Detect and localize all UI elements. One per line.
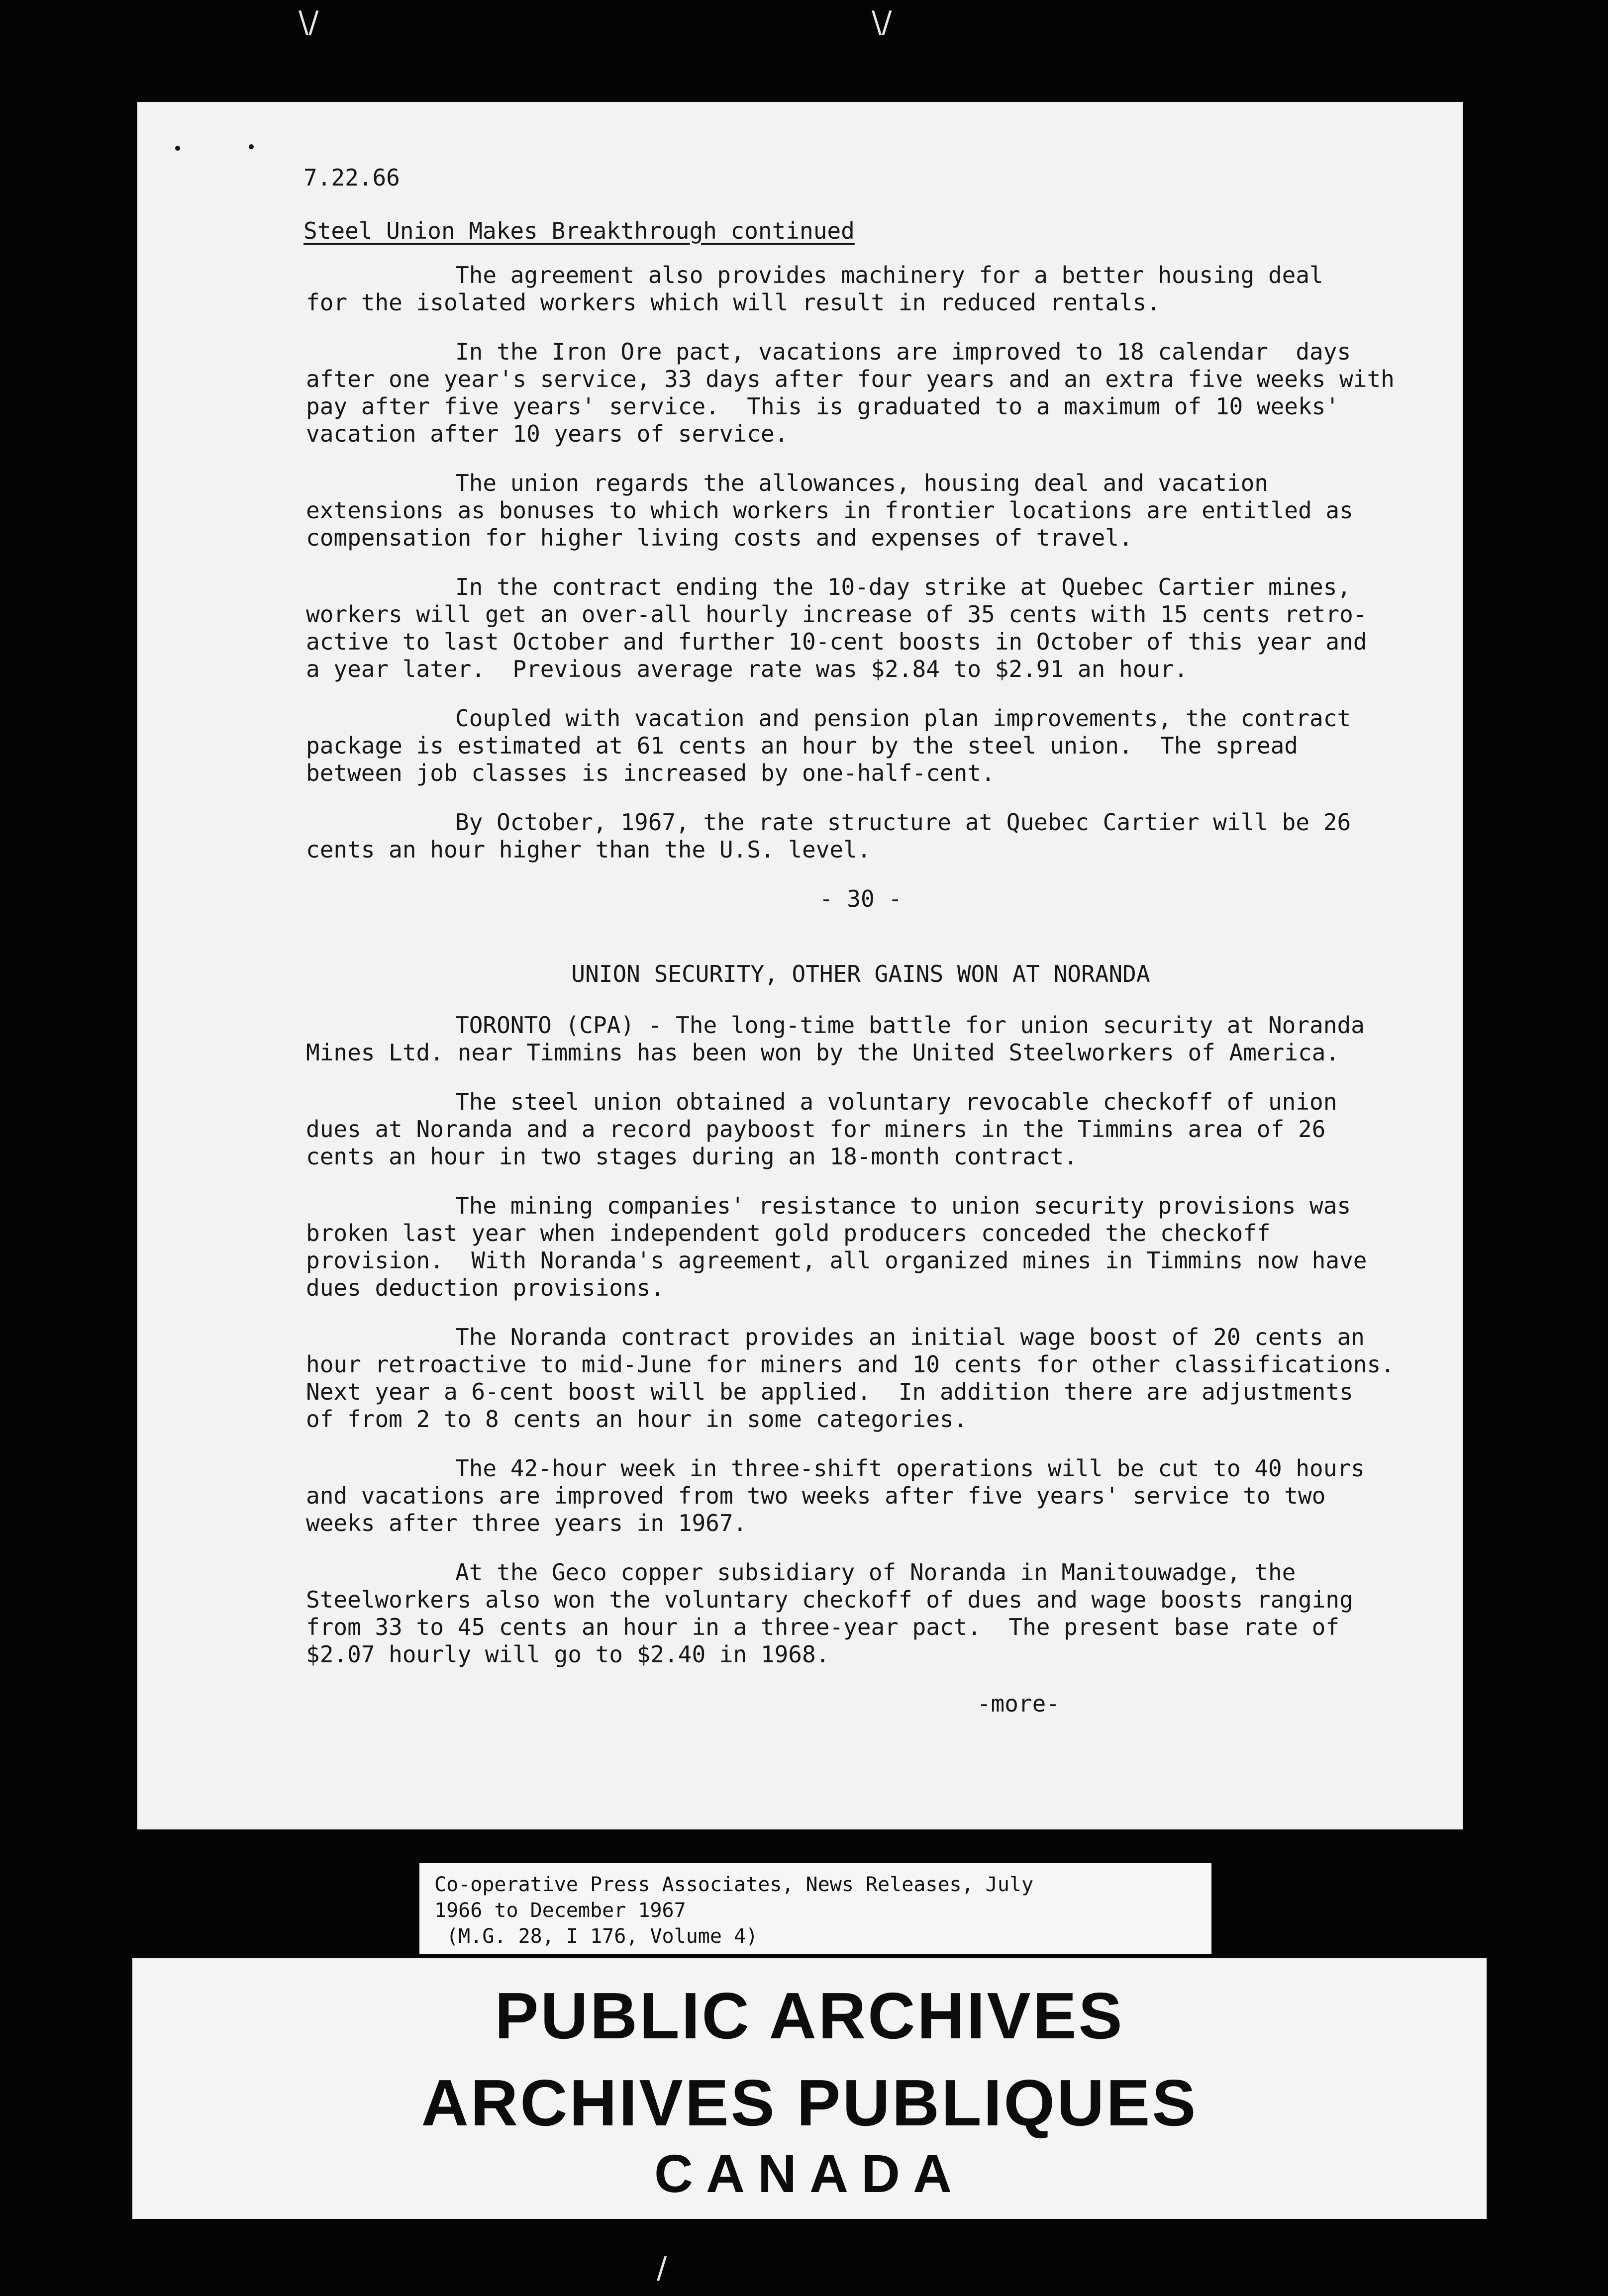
document-date: 7.22.66 [303, 164, 400, 191]
paragraph-line: By October, 1967, the rate structure at Quebec Cartier will be 26 [455, 809, 1351, 836]
paragraph-line: from 33 to 45 cents an hour in a three-year pact. The present base rate of [306, 1614, 1340, 1640]
punch-dot [249, 144, 254, 149]
caption-line: Co-operative Press Associates, News Releases, July [434, 1873, 1034, 1896]
article-body-2 [169, 1012, 1395, 1668]
archives-line-1: PUBLIC ARCHIVES [495, 1979, 1124, 2052]
paragraph [306, 262, 1353, 316]
paragraph-line: $2.07 hourly will go to $2.40 in 1968. [306, 1641, 830, 1668]
paragraph-line: Next year a 6-cent boost will be applied. In addition there are adjustments [306, 1378, 1353, 1405]
paragraph-line: between job classes is increased by one-half-cent. [306, 760, 995, 786]
paragraph [306, 705, 1353, 787]
punch-dot [175, 146, 180, 151]
paragraph-line: Coupled with vacation and pension plan improvements, the contract [455, 705, 1351, 732]
paragraph [306, 1455, 1365, 1537]
paragraph-line: compensation for higher living costs and expenses of travel. [306, 524, 1133, 551]
article-body [169, 262, 1395, 863]
article-heading: Steel Union Makes Breakthrough continued [303, 217, 855, 244]
paragraph-line: for the isolated workers which will result in reduced rentals. [306, 289, 1161, 316]
caption-line: (M.G. 28, I 176, Volume 4) [434, 1925, 758, 1948]
film-mark-left: \/ [299, 5, 319, 40]
article-headline: UNION SECURITY, OTHER GAINS WON AT NORANDA [571, 960, 1150, 987]
paragraph [306, 809, 1353, 863]
paragraph-line: active to last October and further 10-cent boosts in October of this year and [306, 628, 1367, 655]
caption-line: 1966 to December 1967 [434, 1899, 686, 1922]
paragraph-line: dues at Noranda and a record payboost for miners in the Timmins area of 26 [306, 1116, 1326, 1143]
paragraph [306, 1012, 1365, 1066]
paragraph-line: Steelworkers also won the voluntary checkoff of dues and wage boosts ranging [306, 1586, 1353, 1613]
paragraph-line: of from 2 to 8 cents an hour in some categories. [306, 1406, 968, 1433]
paragraph-line: At the Geco copper subsidiary of Noranda in Manitouwadge, the [455, 1559, 1296, 1586]
more-marker: -more- [977, 1690, 1060, 1717]
paragraph-line: The steel union obtained a voluntary revocable checkoff of union [455, 1088, 1337, 1115]
paragraph-line: dues deduction provisions. [306, 1274, 665, 1301]
paragraph-line: hour retroactive to mid-June for miners and 10 cents for other classifications. [306, 1351, 1395, 1378]
paragraph-line: cents an hour higher than the U.S. level. [306, 836, 871, 863]
paragraph-line: broken last year when independent gold producers conceded the checkoff [306, 1220, 1271, 1246]
paragraph-line: TORONTO (CPA) - The long-time battle for union security at Noranda [455, 1012, 1365, 1039]
paragraph [306, 470, 1353, 552]
archives-line-2: ARCHIVES PUBLIQUES [421, 2066, 1198, 2139]
paragraph-line: In the contract ending the 10-day strike at Quebec Cartier mines, [455, 574, 1351, 600]
paragraph-line: after one year's service, 33 days after four years and an extra five weeks with [306, 366, 1395, 392]
archive-caption [419, 1863, 1211, 1954]
paragraph-line: a year later. Previous average rate was $2.84 to $2.91 an hour. [306, 656, 1188, 682]
paragraph [306, 1088, 1353, 1170]
paragraph-line: The agreement also provides machinery for a better housing deal [455, 262, 1323, 288]
paragraph-line: vacation after 10 years of service. [306, 420, 789, 447]
paragraph [306, 1192, 1367, 1302]
paragraph-line: The union regards the allowances, housing deal and vacation [455, 470, 1268, 496]
paragraph-line: pay after five years' service. This is graduated to a maximum of 10 weeks' [306, 393, 1340, 420]
paragraph-line: Mines Ltd. near Timmins has been won by the United Steelworkers of America. [306, 1039, 1340, 1066]
paragraph-line: weeks after three years in 1967. [306, 1510, 747, 1536]
paragraph-line: cents an hour in two stages during an 18-month contract. [306, 1143, 1078, 1170]
film-mark-bottom: / [657, 2251, 667, 2286]
paragraph-line: extensions as bonuses to which workers in frontier locations are entitled as [306, 497, 1353, 524]
paragraph [306, 574, 1367, 683]
document-text [169, 164, 1395, 1718]
paragraph-line: The 42-hour week in three-shift operations will be cut to 40 hours [455, 1455, 1365, 1482]
film-mark-right: \/ [872, 5, 892, 40]
paragraph-line: The Noranda contract provides an initial wage boost of 20 cents an [455, 1324, 1365, 1350]
paragraph-line: provision. With Noranda's agreement, all organized mines in Timmins now have [306, 1247, 1367, 1274]
paragraph-line: package is estimated at 61 cents an hour by the steel union. The spread [306, 732, 1298, 759]
paragraph-line: The mining companies' resistance to union security provisions was [455, 1192, 1351, 1219]
paragraph [306, 338, 1395, 448]
archives-stamp [132, 1958, 1487, 2219]
paragraph-line: workers will get an over-all hourly increase of 35 cents with 15 cents retro- [306, 601, 1367, 628]
page-number: - 30 - [819, 885, 903, 912]
archives-line-3: CANADA [654, 2143, 965, 2203]
paragraph [306, 1324, 1395, 1433]
paragraph-line: and vacations are improved from two weeks after five years' service to two [306, 1482, 1326, 1509]
paragraph-line: In the Iron Ore pact, vacations are improved to 18 calendar days [455, 338, 1351, 365]
paragraph [306, 1559, 1353, 1668]
